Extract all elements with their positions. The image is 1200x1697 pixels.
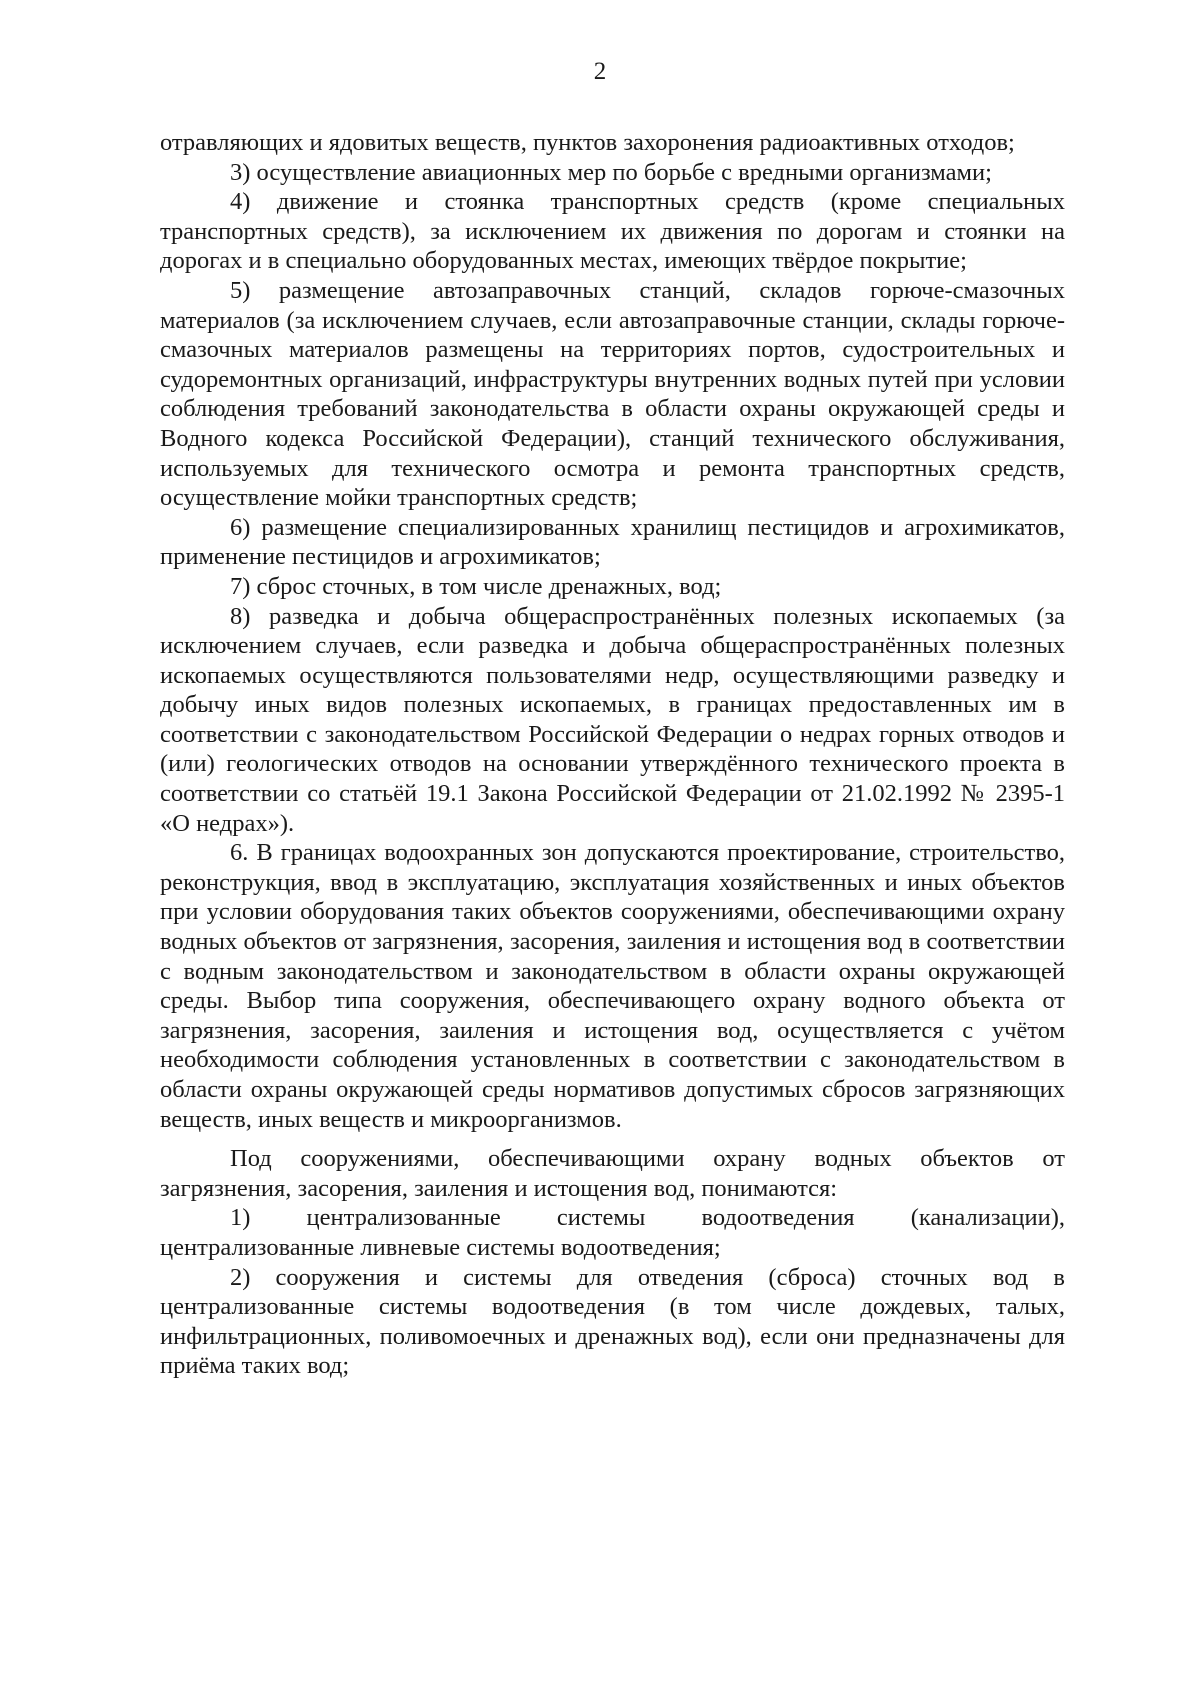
list-item-3: 3) осуществление авиационных мер по борьбе с вредными организмами; (230, 158, 992, 186)
definition-paragraph: Под сооружениями, обеспечивающими охрану водных объектов от загрязнения, засорения, заиления и истощения вод, понимаются: (160, 1145, 1065, 1202)
list-item-4: 4) движение и стоянка транспортных средств (кроме специальных транспортных средств), за исключением их движения по дорогам и стоянки на дорогах и в специально оборудованных местах, имеющих твёрдое покрытие; (160, 188, 1065, 275)
sublist-item-1: 1) централизованные системы водоотведения (канализации), централизованные ливневые системы водоотведения; (160, 1204, 1065, 1261)
paragraph-continuation: отравляющих и ядовитых веществ, пунктов захоронения радиоактивных отходов; (160, 129, 1015, 156)
list-item-5: 5) размещение автозаправочных станций, складов горюче-смазочных материалов (за исключением случаев, если автозаправочные станции, склады горюче-смазочных материалов размещены на территориях портов, судостроительных и судоремонтных организаций, инфраструктуры внутренних водных путей при условии соблюдения требований законодательства в области охраны окружающей среды и Водного кодекса Российской Федерации), станций технического обслуживания, используемых для технического осмотра и ремонта транспортных средств, осуществление мойки транспортных средств; (160, 276, 1065, 512)
document-body (160, 128, 1065, 1381)
page-number: 2 (593, 58, 607, 85)
section-6-paragraph: 6. В границах водоохранных зон допускаются проектирование, строительство, реконструкция, ввод в эксплуатацию, эксплуатация хозяйственных и иных объектов при условии оборудования таких объектов сооружениями, обеспечивающими охрану водных объектов от загрязнения, засорения, заиления и истощения вод в соответствии с водным законодательством и законодательством в области охраны окружающей среды. Выбор типа сооружения, обеспечивающего охрану водного объекта от загрязнения, засорения, заиления и истощения вод, осуществляется с учётом необходимости соблюдения установленных в соответствии с законодательством в области охраны окружающей среды нормативов допустимых сбросов загрязняющих веществ, иных веществ и микроорганизмов. (160, 839, 1065, 1133)
sublist-item-2: 2) сооружения и системы для отведения (сброса) сточных вод в централизованные системы водоотведения (в том числе дождевых, талых, инфильтрационных, поливомоечных и дренажных вод), если они предназначены для приёма таких вод; (160, 1263, 1065, 1380)
list-item-8: 8) разведка и добыча общераспространённых полезных ископаемых (за исключением случаев, если разведка и добыча общераспространённых полезных ископаемых осуществляются пользователями недр, осуществляющими разведку и добычу иных видов полезных ископаемых, в границах предоставленных им в соответствии с законодательством Российской Федерации о недрах горных отводов и (или) геологических отводов на основании утверждённого технического проекта в соответствии со статьёй 19.1 Закона Российской Федерации от 21.02.1992 № 2395-1 «О недрах»). (160, 602, 1065, 837)
paragraph-gap (160, 1134, 1065, 1144)
list-item-7: 7) сброс сточных, в том числе дренажных, вод; (230, 572, 722, 600)
list-item-6: 6) размещение специализированных хранилищ пестицидов и агрохимикатов, применение пестицидов и агрохимикатов; (160, 513, 1065, 571)
